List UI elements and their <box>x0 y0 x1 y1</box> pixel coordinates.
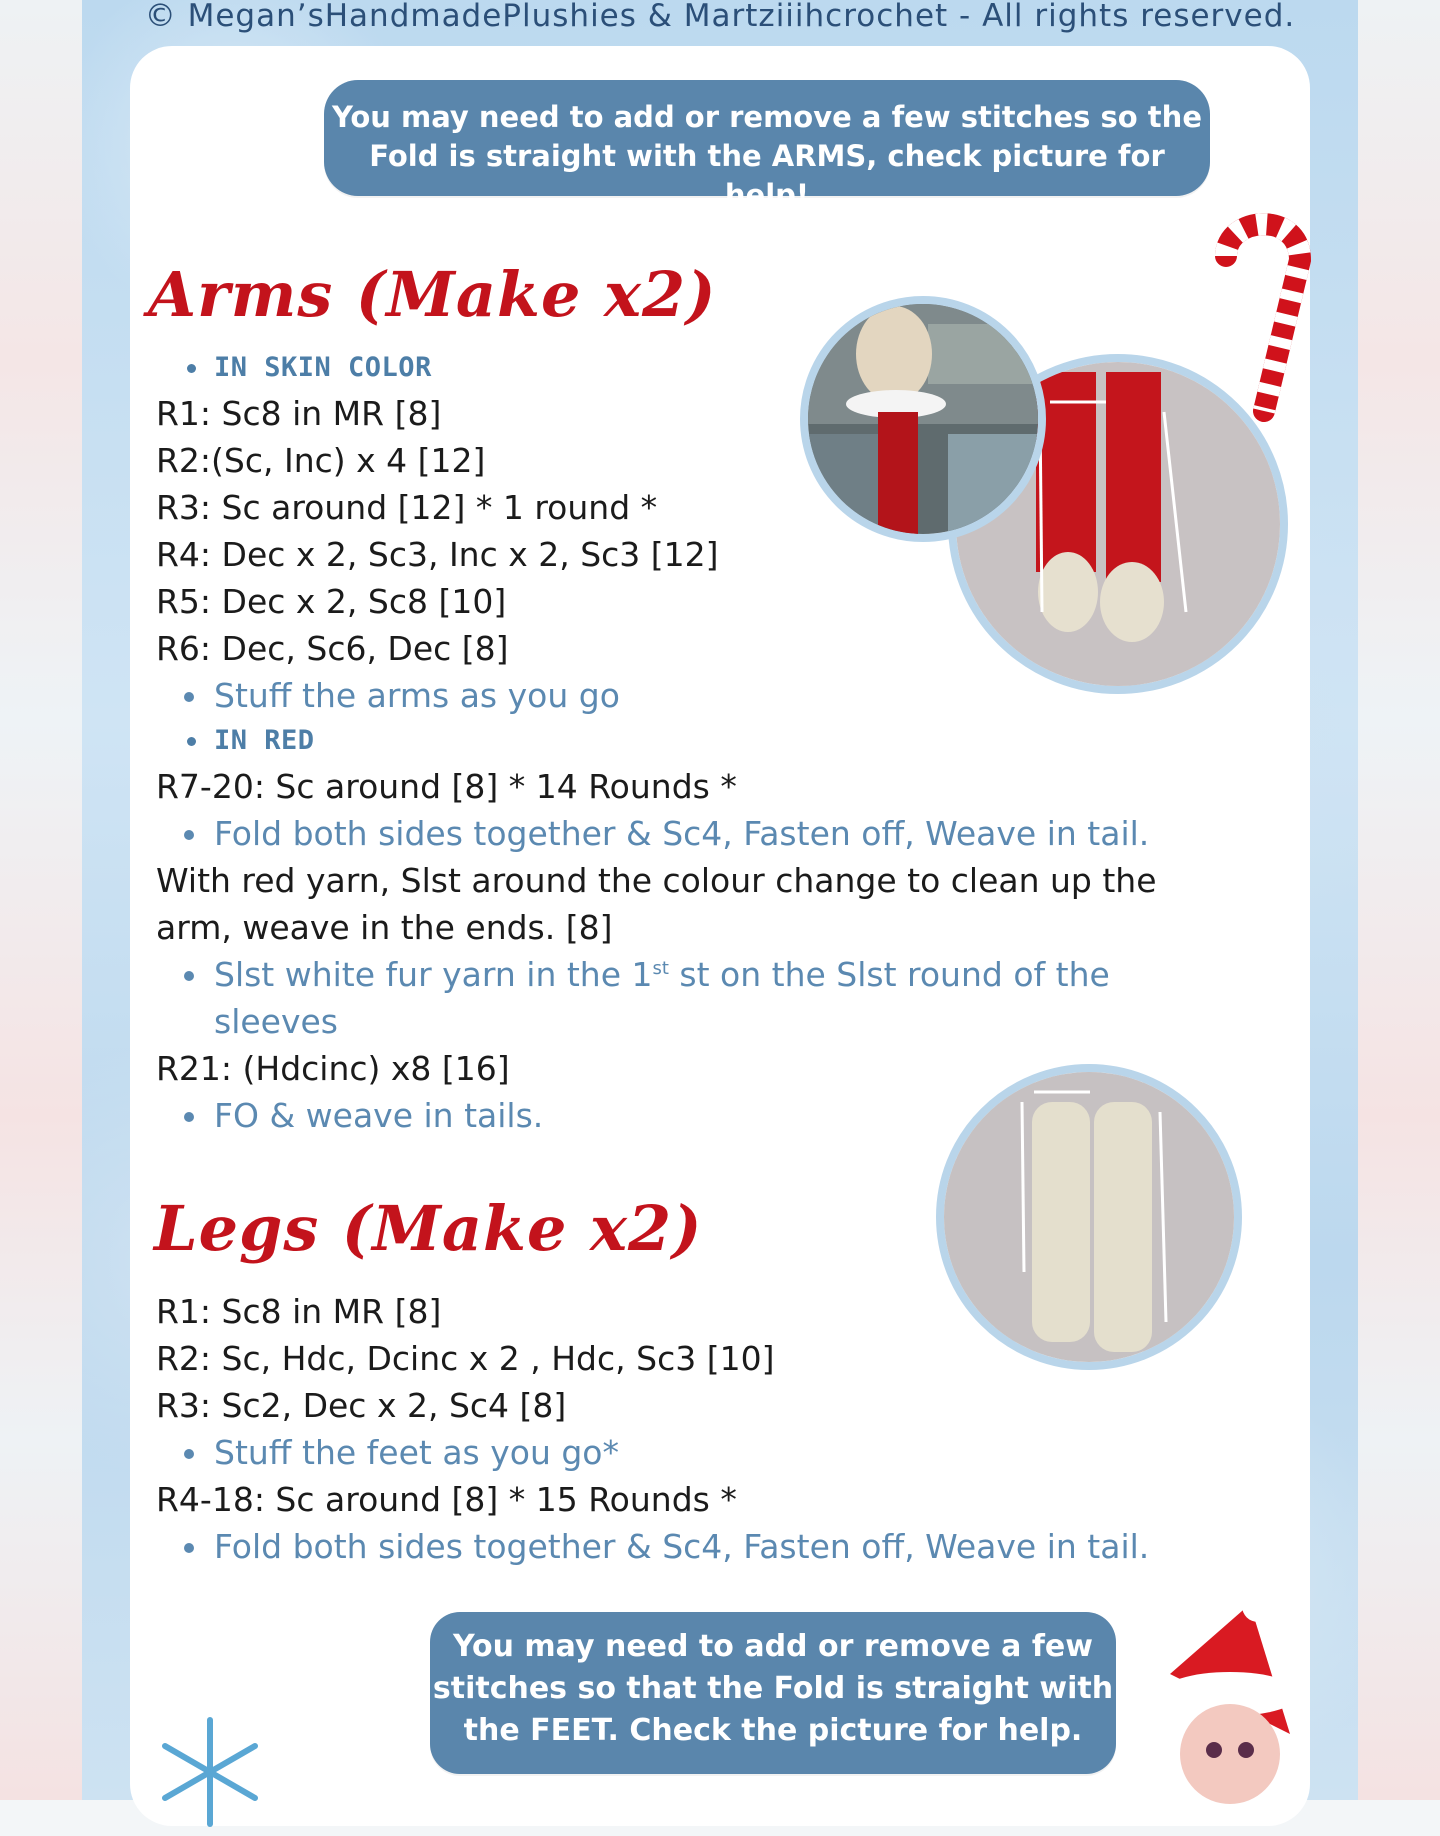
right-frost-border <box>1358 0 1440 1800</box>
ordinal-suffix: st <box>652 958 669 979</box>
note-line: stitches so that the Fold is straight with <box>432 1671 1114 1706</box>
note-line: You may need to add or remove a few stitches so the <box>332 100 1202 134</box>
round-line: R3: Sc around [12] * 1 round * <box>156 488 658 527</box>
arms-fold-note <box>324 80 1210 212</box>
arms-section-title: Arms (Make x2) <box>148 258 717 331</box>
round-line: R4: Dec x 2, Sc3, Inc x 2, Sc3 [12] <box>156 535 719 574</box>
round-line: R2: Sc, Hdc, Dcinc x 2 , Hdc, Sc3 [10] <box>156 1339 775 1378</box>
round-line: R3: Sc2, Dec x 2, Sc4 [8] <box>156 1386 567 1425</box>
note-line: Fold is straight with the ARMS, check picture for help! <box>369 139 1165 212</box>
legs-flat-photo <box>936 1064 1242 1370</box>
round-line: R1: Sc8 in MR [8] <box>156 394 442 433</box>
note-line: the FEET. Check the picture for help. <box>463 1713 1083 1748</box>
round-line: R7-20: Sc around [8] * 14 Rounds * <box>156 767 737 806</box>
round-line: R2:(Sc, Inc) x 4 [12] <box>156 441 486 480</box>
note-line: You may need to add or remove a few <box>453 1629 1093 1664</box>
legs-section-title: Legs (Make x2) <box>154 1192 703 1265</box>
round-line: R4-18: Sc around [8] * 15 Rounds * <box>156 1480 737 1519</box>
round-line: R5: Dec x 2, Sc8 [10] <box>156 582 507 621</box>
round-line: R6: Dec, Sc6, Dec [8] <box>156 629 509 668</box>
instruction-paragraph: With red yarn, Slst around the colour change to clean up the arm, weave in the ends. [8] <box>156 861 1157 947</box>
copyright-notice: © Megan’sHandmadePlushies & Martziiihcrochet - All rights reserved. <box>144 0 1296 34</box>
tip-line: Fold both sides together & Sc4, Fasten off, Weave in tail. <box>156 810 1196 857</box>
round-line: R1: Sc8 in MR [8] <box>156 1292 442 1331</box>
tip-line: Stuff the feet as you go* <box>156 1429 1149 1476</box>
left-frost-border <box>0 0 82 1800</box>
arm-closeup-photo <box>800 296 1046 542</box>
pattern-page <box>82 0 1358 1800</box>
color-label-skin: IN SKIN COLOR <box>156 346 1196 390</box>
pattern-card <box>130 46 1310 1826</box>
tip-line: Fold both sides together & Sc4, Fasten off, Weave in tail. <box>156 1523 1149 1570</box>
snowflake-icon <box>150 1712 270 1836</box>
tip-line <box>156 951 1174 1045</box>
round-line: R21: (Hdcinc) x8 [16] <box>156 1049 510 1088</box>
tip-text: Slst white fur yarn in the 1 <box>214 955 653 994</box>
tip-text: st on the Slst round of the sleeves <box>214 955 1110 1041</box>
tip-line: Stuff the arms as you go <box>156 672 1196 719</box>
color-label-red: IN RED <box>156 719 1196 763</box>
elf-illustration <box>1130 1584 1310 1808</box>
tip-line: FO & weave in tails. <box>156 1092 1196 1139</box>
feet-fold-note <box>430 1612 1116 1774</box>
